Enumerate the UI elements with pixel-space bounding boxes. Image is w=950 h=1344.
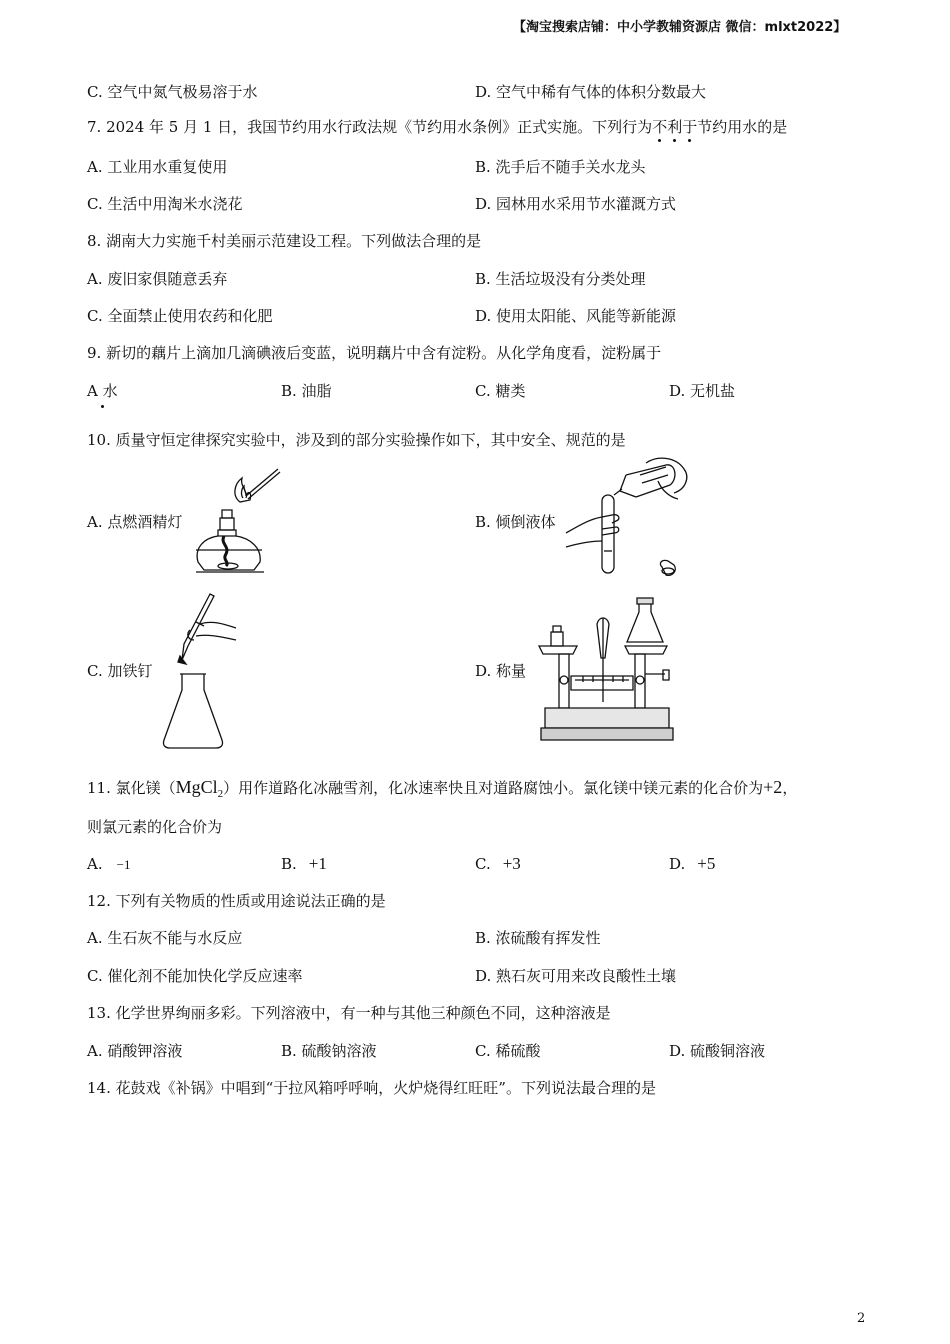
q11-stem-c: ，	[782, 779, 798, 797]
q8-stem: 8. 湖南大力实施千村美丽示范建设工程。下列做法合理的是	[87, 232, 482, 250]
right-pan	[625, 646, 667, 654]
q11-stem-a: 11. 氯化镁（	[87, 779, 176, 797]
q9-option-c: C. 糖类	[475, 382, 526, 400]
q7-option-d: D. 园林用水采用节水灌溉方式	[475, 195, 677, 213]
q11-option-a: A. −1	[87, 855, 131, 873]
q14-stem: 14. 花鼓戏《补锅》中唱到“于拉风箱呼呼响，火炉烧得红旺旺”。下列说法最合理的是	[87, 1079, 656, 1097]
q9-stray-dot	[101, 405, 104, 408]
q13-option-b: B. 硫酸钠溶液	[281, 1042, 377, 1060]
flask-on-pan	[627, 602, 663, 642]
q6-option-d: D. 空气中稀有气体的体积分数最大	[475, 83, 707, 101]
q10-option-c: C. 加铁钉	[87, 662, 153, 680]
q12-option-a: A. 生石灰不能与水反应	[87, 929, 243, 947]
q8-option-a: A. 废旧家俱随意丢弃	[87, 270, 228, 288]
q11-formula-sub: 2	[217, 788, 224, 800]
q13-option-a: A. 硝酸钾溶液	[87, 1042, 183, 1060]
q10-option-b: B. 倾倒液体	[475, 513, 556, 531]
q11-option-c: C. +3	[475, 854, 521, 873]
q7-stem-post: 节约用水的是	[697, 118, 788, 136]
q6-option-c: C. 空气中氮气极易溶于水	[87, 83, 258, 101]
q11-option-b: B. +1	[281, 854, 327, 873]
q11-option-d: D. +5	[669, 854, 716, 873]
balance-weight	[551, 632, 563, 646]
lamp-cap	[222, 510, 232, 518]
balance-base	[545, 708, 669, 728]
q7-emphasis-char: 于	[682, 118, 697, 136]
q7-emphasis-char: 利	[667, 118, 682, 136]
hand-left	[566, 515, 619, 533]
q10-option-d: D. 称量	[475, 662, 527, 680]
q11-stem-line2: 则氯元素的化合价为	[87, 818, 223, 836]
alcohol-lamp-figure	[188, 466, 284, 576]
q13-option-c: C. 稀硫酸	[475, 1042, 541, 1060]
q11-formula: MgCl	[175, 777, 218, 797]
q10-stem: 10. 质量守恒定律探究实验中，涉及到的部分实验操作如下，其中安全、规范的是	[87, 431, 626, 449]
conical-flask	[163, 674, 222, 748]
q9-option-d: D. 无机盐	[669, 382, 736, 400]
q8-option-c: C. 全面禁止使用农药和化肥	[87, 307, 273, 325]
q12-option-c: C. 催化剂不能加快化学反应速率	[87, 967, 303, 985]
q12-stem: 12. 下列有关物质的性质或用途说法正确的是	[87, 892, 386, 910]
q7-emphasis-char: 不	[652, 118, 667, 136]
add-iron-nail-figure	[160, 590, 240, 750]
q12-option-d: D. 熟石灰可用来改良酸性土壤	[475, 967, 677, 985]
left-pan	[539, 646, 577, 654]
q9-stem: 9. 新切的藕片上滴加几滴碘液后变蓝，说明藕片中含有淀粉。从化学角度看，淀粉属于	[87, 344, 662, 362]
q13-option-d: D. 硫酸铜溶液	[669, 1042, 766, 1060]
q11-stem-b: ）用作道路化冰融雪剂，化冰速率快且对道路腐蚀小。氯化镁中镁元素的化合价为	[223, 779, 764, 797]
tweezers	[182, 594, 214, 660]
q7-option-c: C. 生活中用淘米水浇花	[87, 195, 243, 213]
q13-stem: 13. 化学世界绚丽多彩。下列溶液中，有一种与其他三种颜色不同，这种溶液是	[87, 1004, 611, 1022]
match-stick	[246, 469, 278, 496]
lamp-body	[197, 536, 260, 570]
q9-option-b: B. 油脂	[281, 382, 332, 400]
q7-option-a: A. 工业用水重复使用	[87, 158, 228, 176]
q11-stem-line1	[87, 776, 797, 805]
page-number: 2	[857, 1311, 866, 1326]
balance-scale	[571, 676, 633, 690]
pour-liquid-figure	[566, 455, 696, 585]
q7-option-b: B. 洗手后不随手关水龙头	[475, 158, 646, 176]
q12-option-b: B. 浓硫酸有挥发性	[475, 929, 601, 947]
lamp-wick	[223, 536, 227, 566]
q11-valence: +2	[763, 777, 783, 797]
hand	[200, 622, 236, 628]
q8-option-d: D. 使用太阳能、风能等新能源	[475, 307, 677, 325]
q7-stem-pre: 7. 2024 年 5 月 1 日，我国节约用水行政法规《节约用水条例》正式实施。下列行为	[87, 118, 653, 136]
q7-stem	[87, 118, 787, 136]
q9-option-a: A 水	[87, 382, 118, 400]
shop-header: 【淘宝搜索店铺：中小学教辅资源店 微信：mlxt2022】	[513, 20, 847, 35]
balance-figure	[535, 598, 681, 746]
q10-option-a: A. 点燃酒精灯	[87, 513, 183, 531]
q8-option-b: B. 生活垃圾没有分类处理	[475, 270, 646, 288]
